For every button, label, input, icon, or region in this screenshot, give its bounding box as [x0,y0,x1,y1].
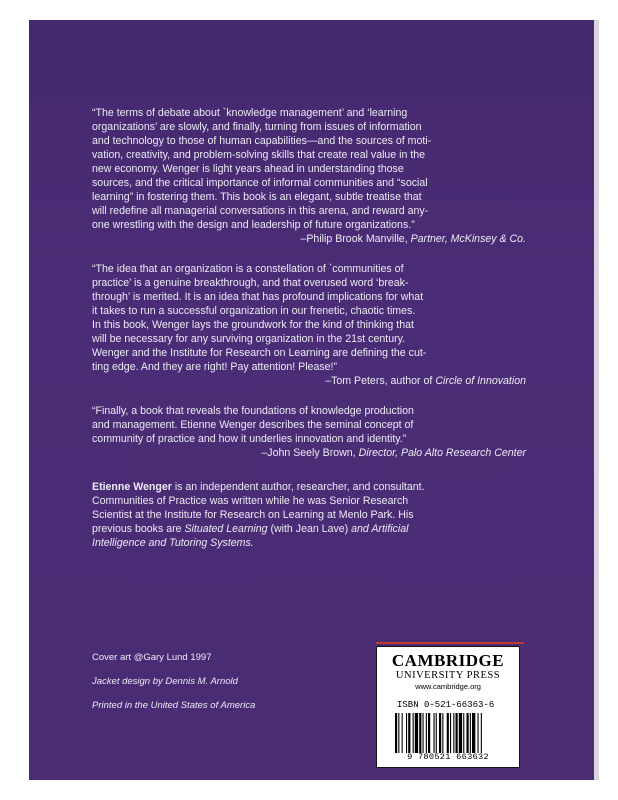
bio-text: and Artificial [351,523,409,535]
publisher-logo: CAMBRIDGE [391,651,505,670]
barcode-bar [472,713,475,753]
barcode-bar [426,713,427,753]
attribution-name: –Tom Peters, author of [325,375,433,387]
bio-text: (with Jean Lave) [267,523,352,535]
barcode-bar [470,713,471,753]
quote-line: sources, and the critical importance of informal communities and “social [92,177,428,189]
barcode-bar [442,713,443,753]
barcode-bar [447,713,449,753]
quote-line: “Finally, a book that reveals the foundations of knowledge production [92,405,414,417]
barcode-bar [395,713,397,753]
barcode-bar [453,713,454,753]
barcode-bar [434,713,435,753]
bio-line: Communities of Practice was written while he was Senior Research [92,495,409,507]
quote-line: and management. Etienne Wenger describes the seminal concept of [92,419,414,431]
attribution-peters [325,374,526,388]
quote-line: “The terms of debate about `knowledge management’ and ‘learning [92,107,408,119]
quote-line: will redefine all managerial conversations in this arena, and reward any- [92,205,429,217]
barcode-bar [463,713,464,753]
barcode-bar [408,713,410,753]
quote-line: In this book, Wenger lays the groundwork for the kind of thinking that [92,319,414,331]
attribution-title: Circle of Innovation [435,375,526,387]
barcode-number: 9 780521 663632 [407,752,489,762]
barcode-bar [439,713,441,753]
quote-line: will be necessary for any surviving organization in the 21st century. [92,333,406,345]
attribution-title: Partner, McKinsey & Co. [410,233,526,245]
quote-line: Wenger and the Institute for Research on Learning are defining the cut- [92,347,427,359]
quote-manville [92,106,524,232]
barcode-bar [428,713,430,753]
book-title: Situated Learning [184,523,268,535]
barcode-bar [459,713,462,753]
attribution-name: –Philip Brook Manville, [300,233,408,245]
barcode-bar [398,713,399,753]
isbn-number: ISBN 0-521-66363-6 [397,700,495,710]
bio-line: Scientist at the Institute for Research on Learning at Menlo Park. His [92,509,414,521]
author-bio [92,480,524,550]
page-edge [594,20,599,780]
accent-line [376,642,524,644]
attribution-title: Director, Palo Alto Research Center [358,447,526,459]
barcode-bar [456,713,458,753]
book-title: Intelligence and Tutoring Systems. [92,537,254,549]
barcode-bar [467,713,469,753]
bio-line [92,522,524,536]
barcode-bar [423,713,424,753]
quote-line: through’ is merited. It is an idea that has profound implications for what [92,291,424,303]
attribution-brown [261,446,526,460]
quote-brown [92,404,524,446]
barcode-bar [436,713,437,753]
publisher-press: UNIVERSITY PRESS [395,670,501,681]
quote-line: it takes to run a successful organization in our frenetic, chaotic times. [92,305,416,317]
quote-line: practice’ is a genuine breakthrough, and that overused word ‘break- [92,277,409,289]
author-name: Etienne Wenger [92,481,172,493]
quote-line: learning” in fostering them. This book is an elegant, subtle treatise that [92,191,422,203]
quote-line: vation, creativity, and problem-solving skills that create real value in the [92,149,426,161]
quote-line: new economy. Wenger is light years ahead in understanding those [92,163,404,175]
barcode-bar [450,713,451,753]
quote-line: “The idea that an organization is a constellation of `communities of [92,263,404,275]
bio-text: is an independent author, researcher, and consultant. [171,481,425,493]
isbn-box [376,646,520,768]
barcode-icon [395,713,507,753]
barcode-bar [413,713,414,753]
barcode-bar [402,713,403,753]
quote-line: one wrestling with the design and leadership of future organizations.” [92,219,415,231]
attribution-name: –John Seely Brown, [261,447,356,459]
bio-line [92,480,524,494]
quote-line: community of practice and how it underlies innovation and identity.” [92,433,407,445]
quote-line: and technology to those of human capabilities—and the sources of moti- [92,135,432,147]
printed-in-credit: Printed in the United States of America [92,700,256,711]
quote-line: ting edge. And they are right! Pay attention! Please!” [92,361,337,373]
barcode-bar [406,713,407,753]
quote-peters [92,262,524,374]
attribution-manville [300,232,526,246]
bio-text: previous books are [92,523,185,535]
barcode-bar [419,713,421,753]
publisher-url: www.cambridge.org [415,682,481,691]
barcode-bar [478,713,479,753]
quote-line: organizations’ are slowly, and finally, turning from issues of information [92,121,422,133]
cover-art-credit: Cover art @Gary Lund 1997 [92,652,212,663]
jacket-design-credit: Jacket design by Dennis M. Arnold [92,676,238,687]
barcode-bar [481,713,482,753]
barcode-bar [415,713,418,753]
